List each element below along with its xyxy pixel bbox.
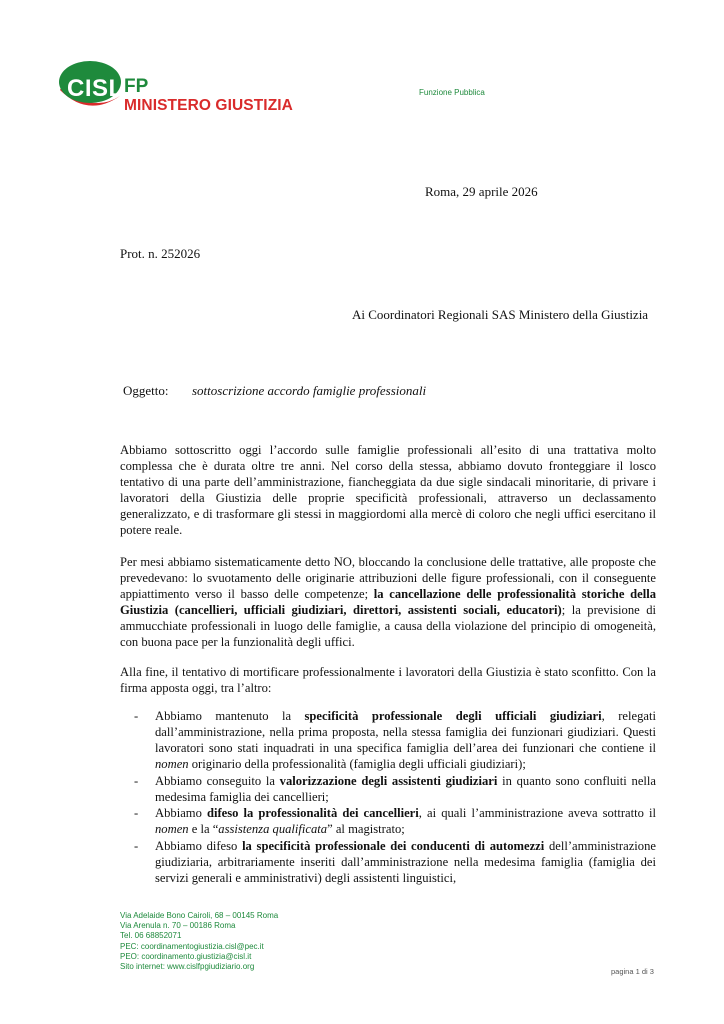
footer-address-1: Via Adelaide Bono Cairoli, 68 – 00145 Roma — [120, 911, 279, 920]
subject-text: sottoscrizione accordo famiglie professionali — [192, 383, 427, 398]
footer-peo: PEO: coordinamento.giustizia@cisl.it — [120, 951, 252, 961]
page-number: pagina 1 di 3 — [611, 967, 654, 976]
list-dash: - — [134, 839, 139, 854]
list-item-text: in quanto sono confluiti nella medesima famiglia dei cancellieri; — [155, 773, 656, 804]
list-item-text: originario della professionalità (famiglia degli ufficiali giudiziari); — [188, 756, 526, 771]
list-item — [120, 774, 656, 806]
recipient: Ai Coordinatori Regionali SAS Ministero della Giustizia — [352, 307, 649, 322]
list-item-text: , relegati dall’amministrazione, nella prima proposta, nella stessa famiglia dei funzionari giudiziari. Questi lavoratori sono stati inquadrati in una specifica famiglia dell’area dei funzionari che contiene il — [155, 709, 656, 755]
paragraph-2 — [120, 555, 656, 650]
list-item-text: Abbiamo difeso — [155, 839, 243, 854]
letter-date: Roma, 29 aprile 2026 — [425, 184, 538, 199]
subject-label: Oggetto: — [123, 383, 169, 398]
logo-ministero-text: MINISTERO GIUSTIZIA — [124, 97, 293, 114]
paragraph-1: Abbiamo sottoscritto oggi l’accordo sulle famiglie professionali all’esito di una trattativa molto complessa che è durata oltre tre anni. Nel corso della stessa, abbiamo dovuto fronteggiare il losco tentativo di una parte dell’amministrazione, fiancheggiata da due sigle sindacali minoritarie, di privare i lavoratori della Giustizia delle proprie specificità professionali, attraverso un declassamento generalizzato, e di trasformare gli stessi in maggiordomi alla mercè di coloro che negli uffici esercitano il potere reale. — [120, 443, 656, 537]
logo-cisl-text: CISL — [67, 75, 124, 102]
list-item-bold: la specificità professionale dei conducenti di automezzi — [242, 839, 545, 854]
footer-pec: PEC: coordinamentogiustizia.cisl@pec.it — [120, 941, 264, 951]
list-dash: - — [134, 806, 139, 821]
list-item-text: e la “ — [188, 822, 219, 837]
footer-phone: Tel. 06 68852071 — [120, 931, 182, 941]
list-item-text: Abbiamo conseguito la — [155, 773, 280, 788]
list-item — [120, 839, 656, 887]
list-item — [120, 709, 656, 773]
funzione-pubblica-label: Funzione Pubblica — [419, 88, 485, 97]
list-item-italic: nomen — [155, 822, 189, 837]
list-item-text: dell’amministrazione giudiziaria, arbitrariamente inseriti dall’amministrazione nella medesima famiglia (famiglia dei servizi generali e amministrativi) degli assistenti linguistici, — [155, 839, 656, 886]
list-item-bold: valorizzazione degli assistenti giudiziari — [279, 773, 498, 788]
paragraph-2-part-a: Per mesi abbiamo sistematicamente detto NO, bloccando la conclusione delle trattative, alle proposte che prevedevano: lo svuotamento delle originarie attribuzioni delle figure professionali, con il conseguente appiattimento verso il basso delle competenze; — [120, 555, 656, 601]
footer-address-2: Via Arenula n. 70 – 00186 Roma — [120, 921, 236, 931]
list-item-bold: specificità professionale degli ufficiali giudiziari — [304, 709, 602, 723]
list-item-bold: difeso la professionalità dei cancellieri — [206, 806, 419, 821]
list-item-text: Abbiamo — [155, 806, 207, 821]
paragraph-2-bold: la cancellazione delle professionalità storiche della Giustizia (cancellieri, ufficiali giudiziari, direttori, assistenti sociali, educatori) — [120, 586, 656, 617]
list-item-italic: nomen — [155, 756, 189, 771]
list-item-text: ” al magistrato; — [327, 822, 405, 837]
paragraph-3: Alla fine, il tentativo di mortificare professionalmente i lavoratori della Giustizia è stato sconfitto. Con la firma apposta oggi, tra l’altro: — [120, 665, 656, 695]
footer-website: Sito internet: www.cislfpgiudiziario.org — [120, 962, 255, 972]
list-item-italic: assistenza qualificata — [218, 822, 328, 837]
list-dash: - — [134, 709, 139, 723]
list-item-text: , ai quali l’amministrazione aveva sottratto il — [418, 806, 656, 821]
logo-fp-text: FP — [124, 76, 149, 97]
list-item — [120, 806, 656, 838]
protocol-number: Prot. n. 252026 — [120, 246, 201, 261]
footer-contacts — [120, 911, 278, 972]
paragraph-2-part-c: ; la previsione di ammucchiate professionali in luogo delle famiglie, a causa della violazione del principio di omogeneità, con buona pace per la funzionalità degli uffici. — [120, 602, 656, 649]
achievements-list — [120, 709, 656, 888]
list-dash: - — [134, 773, 139, 788]
list-item-text: Abbiamo mantenuto la — [155, 709, 305, 723]
